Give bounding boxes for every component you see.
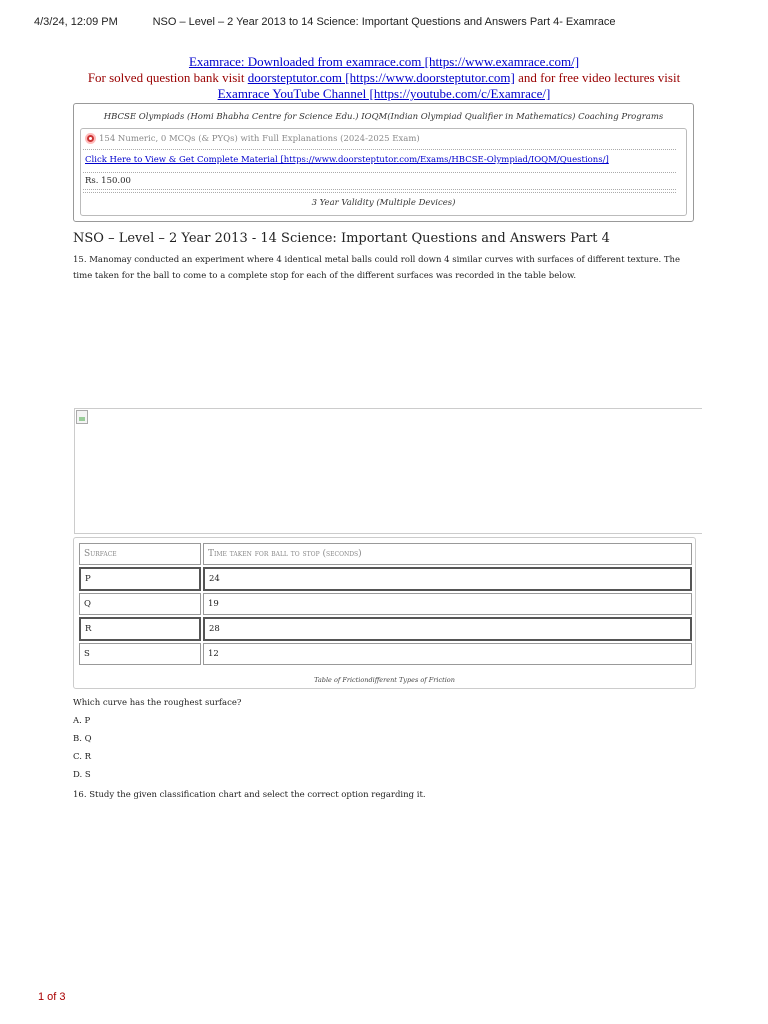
surface-cell: P <box>79 567 201 591</box>
source-banner <box>0 54 768 102</box>
banner-prefix: For solved question bank visit <box>87 70 248 85</box>
table-row <box>79 593 692 615</box>
time-cell: 24 <box>203 567 692 591</box>
table-caption: Table of Frictiondifferent Types of Friction <box>314 676 455 684</box>
surface-cell: Q <box>79 593 201 615</box>
time-cell: 19 <box>203 593 692 615</box>
course-ad-box <box>73 103 694 222</box>
ad-product-row <box>85 133 420 144</box>
broken-image <box>74 408 702 534</box>
time-cell: 28 <box>203 617 692 641</box>
surface-cell: S <box>79 643 201 665</box>
examrace-link[interactable]: Examrace: Downloaded from examrace.com [https://www.examrace.com/] <box>188 54 580 69</box>
divider <box>83 149 676 150</box>
question-15-prompt: Which curve has the roughest surface? <box>73 698 242 708</box>
question-16-text: 16. Study the given classification chart and select the correct option regarding it. <box>73 790 426 800</box>
target-icon <box>85 133 96 144</box>
table-row <box>79 567 692 591</box>
divider <box>83 192 676 193</box>
column-header-time: Time taken for ball to stop (seconds) <box>203 543 692 565</box>
column-header-surface: Surface <box>79 543 201 565</box>
doorsteptutor-link[interactable]: doorsteptutor.com [https://www.doorsteptutor.com] <box>247 70 515 85</box>
divider <box>83 189 676 190</box>
question-15-text: 15. Manomay conducted an experiment where 4 identical metal balls could roll down 4 similar curves with surfaces of different texture. The time taken for the ball to come to a complete stop for each of the different surfaces was recorded in the table below. <box>73 255 681 281</box>
friction-table-container <box>73 537 696 689</box>
option-d: D. S <box>73 770 91 780</box>
banner-suffix: and for free video lectures visit <box>514 70 681 85</box>
table-header-row <box>79 543 692 565</box>
option-c: C. R <box>73 752 92 762</box>
view-material-link[interactable]: Click Here to View & Get Complete Material [https://www.doorsteptutor.com/Exams/HBCSE-Olympiad/IOQM/Questions/] <box>85 155 609 165</box>
ad-validity: 3 Year Validity (Multiple Devices) <box>311 198 456 208</box>
option-a: A. P <box>73 716 91 726</box>
youtube-link[interactable]: Examrace YouTube Channel [https://youtube.com/c/Examrace/] <box>217 86 551 101</box>
ad-heading: HBCSE Olympiads (Homi Bhabha Centre for Science Edu.) IOQM(Indian Olympiad Qualifier in Mathematics) Coaching Programs <box>103 112 664 122</box>
page-number: 1 of 3 <box>38 991 66 1003</box>
friction-table <box>77 541 694 667</box>
ad-product-card <box>80 128 687 216</box>
print-header <box>34 16 734 32</box>
surface-cell: R <box>79 617 201 641</box>
time-cell: 12 <box>203 643 692 665</box>
option-b: B. Q <box>73 734 92 744</box>
print-title: NSO – Level – 2 Year 2013 to 14 Science: Important Questions and Answers Part 4- Examrace <box>152 16 616 28</box>
page-title: NSO – Level – 2 Year 2013 - 14 Science: Important Questions and Answers Part 4 <box>73 231 610 246</box>
broken-image-icon <box>76 410 88 424</box>
print-datetime: 4/3/24, 12:09 PM <box>34 16 118 28</box>
ad-price: Rs. 150.00 <box>85 176 131 186</box>
table-row <box>79 617 692 641</box>
divider <box>83 172 676 173</box>
ad-product-label: 154 Numeric, 0 MCQs (& PYQs) with Full Explanations (2024-2025 Exam) <box>99 133 420 144</box>
table-row <box>79 643 692 665</box>
